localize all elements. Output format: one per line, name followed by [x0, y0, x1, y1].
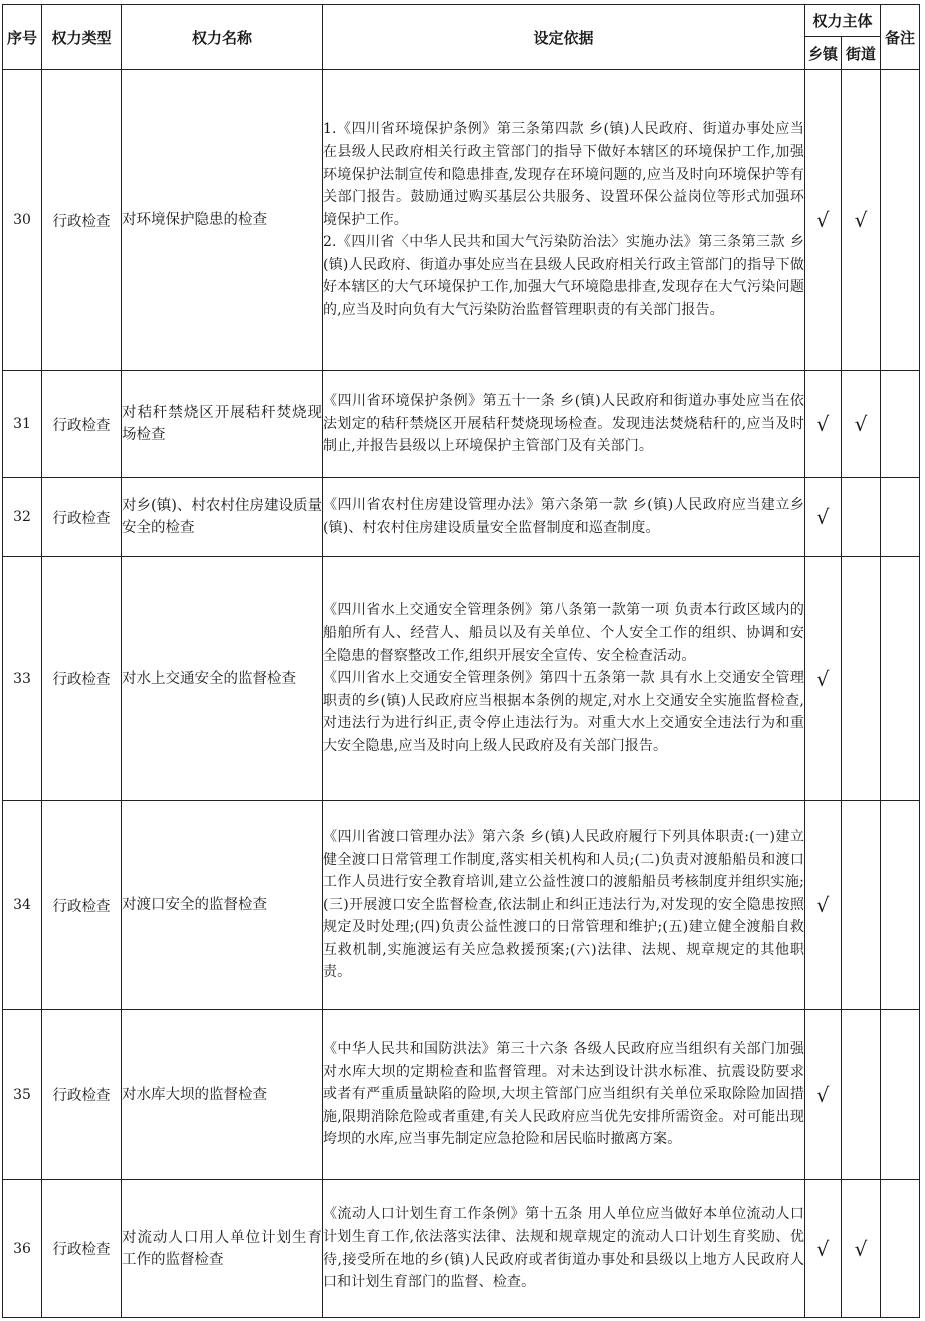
table-row — [3, 801, 920, 1010]
street-check — [842, 801, 881, 1010]
row-name: 对环境保护隐患的检查 — [122, 70, 323, 371]
row-name: 对渡口安全的监督检查 — [122, 801, 323, 1010]
basis-paragraph: 《中华人民共和国防洪法》第三十六条 各级人民政府应当组织有关部门加强对水库大坝的定期检查和监督管理。对未达到设计洪水标准、抗震设防要求或者有严重质量缺陷的险坝,大坝主管部门应当组织有关单位采取除险加固措施,限期消除危险或者重建,有关人民政府应当优先安排所需资金。对可能出现垮坝的水库,应当事先制定应急抢险和居民临时撤离方案。 — [323, 1041, 804, 1148]
street-check — [842, 478, 881, 557]
row-note — [881, 1010, 920, 1180]
table-row — [3, 70, 920, 371]
basis-paragraph: 《流动人口计划生育工作条例》第十五条 用人单位应当做好本单位流动人口计划生育工作,依法落实法律、法规和规章规定的流动人口计划生育奖励、优待,接受所在地的乡(镇)人民政府或者街道办事处和县级以上地方人民政府人口和计划生育部门的监督、检查。 — [323, 1206, 804, 1291]
row-no: 36 — [3, 1180, 42, 1318]
township-check: √ — [805, 557, 842, 801]
header-note: 备注 — [881, 5, 920, 70]
row-note — [881, 478, 920, 557]
row-type: 行政检查 — [42, 70, 122, 371]
power-list-table — [2, 4, 920, 1318]
row-type: 行政检查 — [42, 1180, 122, 1318]
row-basis — [323, 801, 805, 1010]
row-no: 31 — [3, 371, 42, 478]
row-name: 对秸秆禁烧区开展秸秆焚烧现场检查 — [122, 371, 323, 478]
township-check: √ — [805, 478, 842, 557]
table-row — [3, 557, 920, 801]
row-no: 33 — [3, 557, 42, 801]
street-check: √ — [842, 371, 881, 478]
basis-paragraph: 《四川省环境保护条例》第五十一条 乡(镇)人民政府和街道办事处应当在依法划定的秸秆禁烧区开展秸秆焚烧现场检查。发现违法焚烧秸秆的,应当及时制止,并报告县级以上环境保护主管部门及有关部门。 — [323, 393, 804, 455]
row-no: 30 — [3, 70, 42, 371]
row-name: 对水上交通安全的监督检查 — [122, 557, 323, 801]
header-subject: 权力主体 — [805, 5, 881, 37]
row-note — [881, 70, 920, 371]
table-row — [3, 371, 920, 478]
row-type: 行政检查 — [42, 801, 122, 1010]
header-township: 乡镇 — [805, 37, 842, 70]
row-note — [881, 371, 920, 478]
street-check: √ — [842, 70, 881, 371]
row-name: 对乡(镇)、村农村住房建设质量安全的检查 — [122, 478, 323, 557]
row-no: 35 — [3, 1010, 42, 1180]
basis-paragraph: 1.《四川省环境保护条例》第三条第四款 乡(镇)人民政府、街道办事处应当在县级人民政府相关行政主管部门的指导下做好本辖区的环境保护工作,加强环境保护法制宣传和隐患排查,发现存在环境问题的,应当及时向环境保护等有关部门报告。鼓励通过购买基层公共服务、设置环保公益岗位等形式加强环境保护工作。 — [323, 121, 804, 228]
row-name: 对流动人口用人单位计划生育工作的监督检查 — [122, 1180, 323, 1318]
header-name: 权力名称 — [122, 5, 323, 70]
row-type: 行政检查 — [42, 1010, 122, 1180]
basis-paragraph: 《四川省农村住房建设管理办法》第六条第一款 乡(镇)人民政府应当建立乡(镇)、村农村住房建设质量安全监督制度和巡查制度。 — [323, 497, 804, 536]
street-check — [842, 557, 881, 801]
header-type: 权力类型 — [42, 5, 122, 70]
row-basis — [323, 557, 805, 801]
township-check: √ — [805, 1180, 842, 1318]
township-check: √ — [805, 70, 842, 371]
street-check: √ — [842, 1180, 881, 1318]
row-no: 32 — [3, 478, 42, 557]
basis-paragraph: 《四川省渡口管理办法》第六条 乡(镇)人民政府履行下列具体职责:(一)建立健全渡口日常管理工作制度,落实相关机构和人员;(二)负责对渡船船员和渡口工作人员进行安全教育培训,建立公益性渡口的渡船船员考核制度并组织实施;(三)开展渡口安全监督检查,依法制止和纠正违法行为,对发现的安全隐患按照规定及时处理;(四)负责公益性渡口的日常管理和维护;(五)建立健全渡船自救互救机制,实施渡运有关应急救援预案;(六)法律、法规、规章规定的其他职责。 — [323, 828, 804, 981]
row-type: 行政检查 — [42, 478, 122, 557]
row-note — [881, 1180, 920, 1318]
row-no: 34 — [3, 801, 42, 1010]
header-no: 序号 — [3, 5, 42, 70]
street-check — [842, 1010, 881, 1180]
table-row — [3, 1010, 920, 1180]
header-basis: 设定依据 — [323, 5, 805, 70]
row-basis — [323, 1010, 805, 1180]
row-basis — [323, 371, 805, 478]
row-type: 行政检查 — [42, 557, 122, 801]
basis-paragraph: 《四川省水上交通安全管理条例》第八条第一款第一项 负责本行政区域内的船舶所有人、经营人、船员以及有关单位、个人安全工作的组织、协调和安全隐患的督察整改工作,组织开展安全宣传、安全检查活动。 — [323, 602, 804, 664]
row-basis — [323, 478, 805, 557]
row-name: 对水库大坝的监督检查 — [122, 1010, 323, 1180]
row-type: 行政检查 — [42, 371, 122, 478]
township-check: √ — [805, 801, 842, 1010]
row-note — [881, 801, 920, 1010]
table-row — [3, 478, 920, 557]
basis-paragraph: 《四川省水上交通安全管理条例》第四十五条第一款 具有水上交通安全管理职责的乡(镇)人民政府应当根据本条例的规定,对水上交通安全实施监督检查,对违法行为进行纠正,责令停止违法行为。对重大水上交通安全违法行为和重大安全隐患,应当及时向上级人民政府及有关部门报告。 — [323, 670, 804, 754]
row-note — [881, 557, 920, 801]
table-row — [3, 1180, 920, 1318]
township-check: √ — [805, 1010, 842, 1180]
row-basis — [323, 70, 805, 371]
township-check: √ — [805, 371, 842, 478]
header-street: 街道 — [842, 37, 881, 70]
basis-paragraph: 2.《四川省〈中华人民共和国大气污染防治法〉实施办法》第三条第三款 乡(镇)人民政府、街道办事处应当在县级人民政府相关行政主管部门的指导下做好本辖区的大气环境保护工作,加强大气环境隐患排查,发现存在大气污染问题的,应当及时向负有大气污染防治监督管理职责的有关部门报告。 — [323, 234, 804, 319]
row-basis — [323, 1180, 805, 1318]
